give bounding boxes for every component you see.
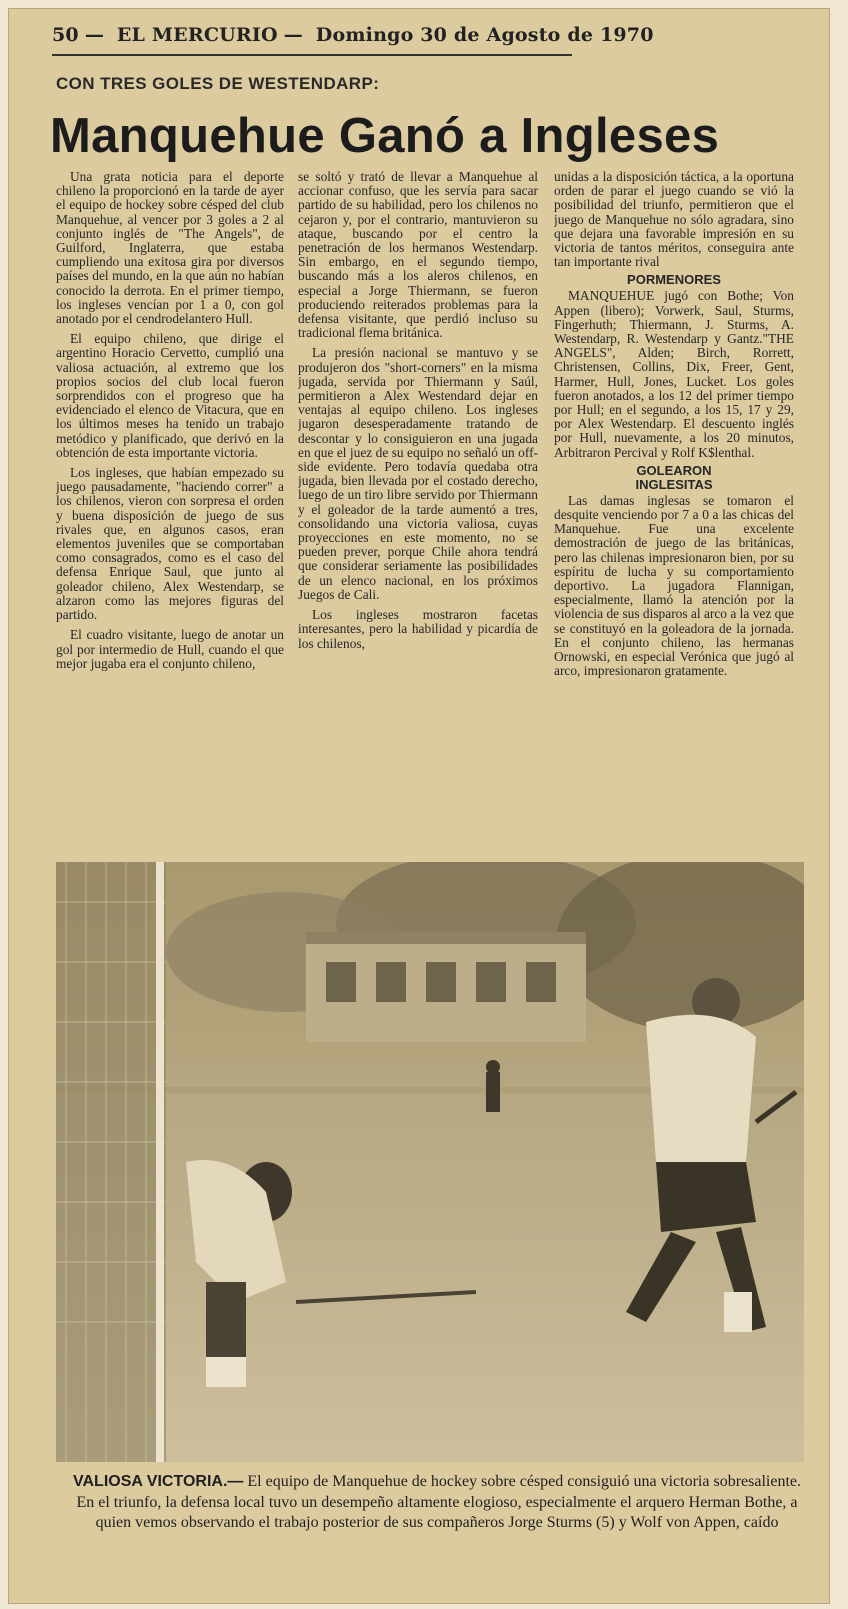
paragraph: El cuadro visitante, luego de anotar un gol por intermedio de Hull, cuando el que mejor jugaba era el conjunto chileno, [56, 627, 284, 671]
publication-date: Domingo 30 de Agosto de 1970 [315, 24, 654, 46]
paragraph: unidas a la disposición táctica, a la oportuna orden de parar el juego cuando se vió la posibilidad del triunfo, permitieron que el juego de Manquehue no sólo agradara, sino que dejara una favorable impresión en su victoria de tantos méritos, conseguira ante tan importante rival [554, 170, 794, 270]
paragraph: La presión nacional se mantuvo y se produjeron dos "short-corners" en la misma jugada, servida por Thiermann y Saúl, permitieron a Alex Westendard dejar en ventajas al equipo chileno. Los ingleses jugaron desesperadamente tratando de descontar y lo consiguieron en una jugada en que el juez de su equipo no señaló un off-side evidente. Pero todavía quedaba otra jugada, bien llevada por el costado derecho, luego de un tiro libre servido por Thiermann y el goleador de la tarde aumentó a tres, consolidando una victoria valiosa, cuyas proyecciones en este momento, no se pueden prever, porque Chile ahora tendrá que considerar seriamente las posibilidades de un elenco nacional, en los próximos Juegos de Cali. [298, 345, 538, 602]
photo-caption [68, 1472, 806, 1534]
article-kicker: CON TRES GOLES DE WESTENDARP: [56, 74, 380, 93]
paragraph: se soltó y trató de llevar a Manquehue al accionar confuso, que les servía para sacar partido de su habilidad, pero los chilenos no cejaron y, por el contrario, mantuvieron su ataque, buscando por el centro la penetración de los hermanos Westendarp. Sin embargo, en el segundo tiempo, buscando más a los aleros chilenos, en especial a Jorge Thiermann, se fueron produciendo reiterados problemas para la defensa visitante, que perdió incluso su tradicional flema británica. [298, 170, 538, 341]
article-column-3 [554, 170, 794, 860]
article-headline: Manquehue Ganó a Ingleses [50, 109, 720, 163]
caption-text: El equipo de Manquehue de hockey sobre césped consiguió una victoria sobresaliente. En el triunfo, la defensa local tuvo un desempeño altamente elogioso, especialmente el arquero Herman Bothe, a quien vemos observando el trabajo posterior de sus compañeros Jorge Sturms (5) y Wolf von Appen, caído [76, 1473, 801, 1531]
subhead-pormenores: PORMENORES [627, 272, 721, 288]
photo-illustration [56, 862, 804, 1462]
hockey-photo [56, 862, 804, 1462]
paragraph: Una grata noticia para el deporte chileno la proporcionó en la tarde de ayer el equipo de hockey sobre césped del club Manquehue, al vencer por 3 goles a 2 al conjunto inglés de "The Angels", de Guilford, Inglaterra, que estaba cumpliendo una exitosa gira por diversos países del mundo, en la que aún no habían conocido la derrota. En el primer tiempo, los ingleses vencían por 1 a 0, con gol anotado por el cendrodelantero Hull. [56, 170, 284, 327]
subhead-golearon: GOLEARON [636, 462, 712, 478]
newspaper-masthead: 50 — EL MERCURIO — Domingo 30 de Agosto de 1970 [52, 24, 572, 56]
article-column-2 [298, 170, 538, 860]
page-number: 50 [52, 24, 79, 46]
caption-lead: VALIOSA VICTORIA.— [73, 1473, 244, 1490]
paragraph: Los ingleses mostraron facetas interesantes, pero la habilidad y picardía de los chilenos, [298, 607, 538, 651]
paragraph-pormenores: MANQUEHUE jugó con Bothe; Von Appen (libero); Vorwerk, Saul, Sturms, Fingerhuth; Thiermann, J. Sturms, A. Westendarp, R. Westendarp y Gantz."THE ANGELS", Alden; Birch, Rorrett, Christensen, Collins, Dix, Freer, Gent, Harmer, Hull, Jones, Lucket. Los goles fueron anotados, a los 12 del primer tiempo por Hull; en el segundo, a los 15, 17 y 29, por Alex Westendarp. El descuento inglés por Hull, nuevamente, a los 20 minutos, Arbitraron Percival y Rolf K$lenthal. [554, 288, 794, 460]
paragraph: Los ingleses, que habían empezado su juego pausadamente, "haciendo correr" a los chilenos, vieron con sorpresa el orden y buena disposición de juego de sus rivales que, en algunos casos, eran elementos juveniles que se comportaban como consagrados, como es el caso del defensa Enrique Saul, que junto al goleador chileno, Alex Westendarp, se alzaron como las mejores figuras del partido. [56, 465, 284, 623]
paragraph-inglesitas: Las damas inglesas se tomaron el desquite venciendo por 7 a 0 a las chicas del Manquehue. Fue una excelente demostración de juego de las británicas, pero las chilenas impresionaron bien, por su espíritu de lucha y su comportamiento deportivo. La jugadora Flannigan, especialmente, llamó la atención por la violencia de sus disparos al arco a la vez que se constituyó en la goleadora de la jornada. En el conjunto chileno, las hermanas Ornowski, en especial Verónica que jugó al arco, impresionaron gratamente. [554, 492, 794, 679]
newspaper-name: EL MERCURIO [116, 24, 278, 46]
article-column-1 [56, 170, 284, 860]
subhead-inglesitas: INGLESITAS [635, 476, 713, 492]
paragraph: El equipo chileno, que dirige el argentino Horacio Cervetto, cumplió una valiosa actuación, al extremo que los propios socios del club local fueron sorprendidos con el progreso que ha evidenciado el elenco de Vitacura, que en los últimos meses ha tenido un trabajo metódico y planificado, que derivó en la obtención de esta importante victoria. [56, 331, 284, 460]
